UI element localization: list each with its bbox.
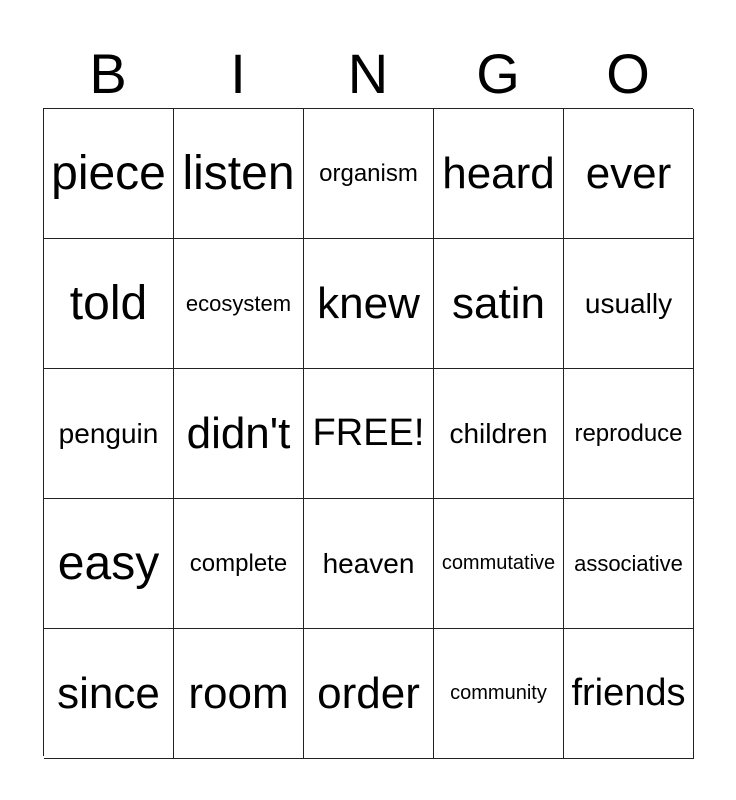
bingo-cell-word: piece [51,147,166,200]
bingo-cell[interactable] [434,499,564,629]
bingo-cell-word: listen [182,147,295,200]
bingo-cell-word: penguin [58,417,159,449]
bingo-free-space[interactable] [304,369,434,499]
bingo-cell-word: children [449,417,548,449]
bingo-cell[interactable] [174,499,304,629]
bingo-header [43,40,693,108]
header-letter-o: O [606,42,650,105]
bingo-cell[interactable] [44,629,174,759]
bingo-cell-word: knew [317,278,420,328]
bingo-cell[interactable] [564,239,694,369]
bingo-cell-word: satin [452,278,545,328]
bingo-cell-word: ever [585,148,672,198]
header-letter-b: B [89,42,127,105]
bingo-cell[interactable] [174,369,304,499]
bingo-cell[interactable] [44,499,174,629]
bingo-cell-word: organism [319,159,418,187]
bingo-cell-word: reproduce [574,419,683,447]
bingo-cell-word: told [69,277,148,330]
bingo-cell-word: complete [189,549,288,577]
bingo-cell-word: didn't [186,408,291,458]
bingo-cell[interactable] [304,499,434,629]
bingo-cell[interactable] [434,369,564,499]
bingo-cell[interactable] [44,239,174,369]
bingo-cell[interactable] [434,629,564,759]
bingo-cell-word: friends [571,672,686,714]
bingo-cell[interactable] [174,239,304,369]
bingo-cell-word: associative [574,550,683,576]
bingo-cell[interactable] [564,369,694,499]
bingo-cell[interactable] [304,629,434,759]
bingo-cell-word: easy [57,537,160,590]
bingo-cell[interactable] [304,239,434,369]
bingo-cell-word: heaven [322,547,415,579]
bingo-cell[interactable] [174,109,304,239]
bingo-cell-word: ecosystem [185,290,292,316]
bingo-cell-word: since [57,668,160,718]
header-letter-n: N [347,42,389,105]
bingo-cell[interactable] [434,239,564,369]
bingo-cell[interactable] [44,369,174,499]
bingo-cell[interactable] [564,629,694,759]
bingo-cell[interactable] [304,109,434,239]
bingo-cell-word: commutative [441,552,556,574]
header-letter-i: I [230,42,246,105]
bingo-cell-word: heard [442,148,555,198]
bingo-cell-word: usually [584,287,673,319]
bingo-cell-word: order [317,668,420,718]
bingo-cell[interactable] [434,109,564,239]
bingo-cell[interactable] [44,109,174,239]
bingo-cell[interactable] [564,109,694,239]
bingo-cell-word: community [450,682,547,704]
header-letter-g: G [476,42,520,105]
bingo-cell[interactable] [564,499,694,629]
bingo-cell-word: FREE! [312,412,425,454]
bingo-card-grid [43,108,693,756]
bingo-cell-word: room [188,668,289,718]
bingo-cell[interactable] [174,629,304,759]
